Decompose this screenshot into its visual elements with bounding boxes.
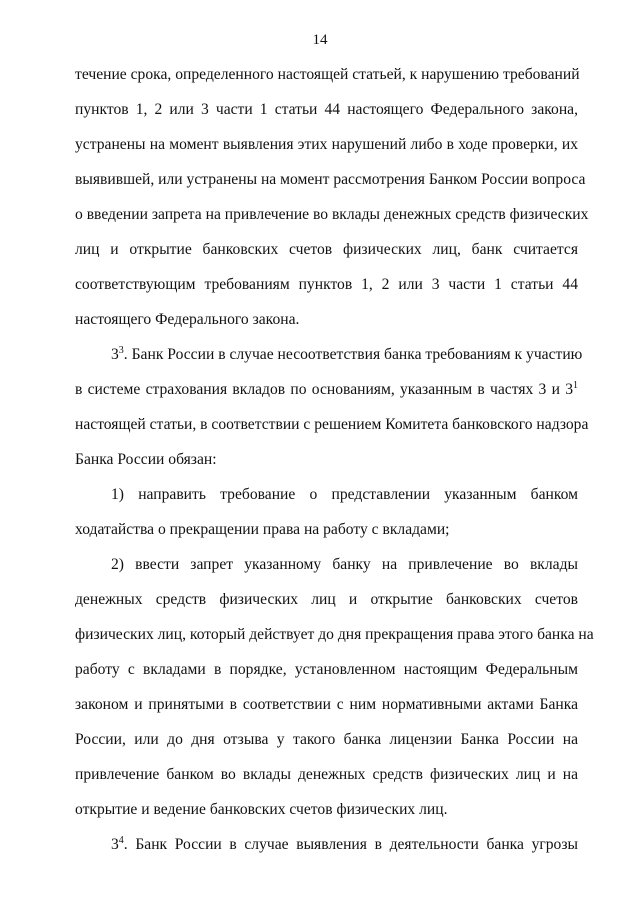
- superscript: 3: [118, 345, 124, 356]
- text-line: работу с вкладами в порядке, установленном настоящим Федеральным: [75, 661, 578, 678]
- text-line: настоящей статьи, в соответствии с решением Комитета банковского надзора: [75, 416, 589, 433]
- text-line: денежных средств физических лиц и открытие банковских счетов: [75, 591, 578, 608]
- text-line: лиц и открытие банковских счетов физических лиц, банк считается: [75, 241, 578, 258]
- text-line: открытие и ведение банковских счетов физических лиц.: [75, 801, 448, 818]
- list-item-line: 2) ввести запрет указанному банку на привлечение во вклады: [111, 556, 578, 573]
- text-line: о введении запрета на привлечение во вклады денежных средств физических: [75, 206, 589, 223]
- text-line: в системе страхования вкладов по основаниям, указанным в частях 3 и $3^1$: [75, 380, 578, 398]
- paragraph-start-line: $3^4$. Банк России в случае выявления в деятельности банка угрозы: [111, 835, 578, 853]
- text-line: течение срока, определенного настоящей статьей, к нарушению требований: [75, 66, 580, 83]
- page-number: 14: [312, 32, 328, 48]
- list-item-line: 1) направить требование о представлении указанным банком: [111, 486, 578, 503]
- text-line: привлечение банком во вклады денежных средств физических лиц и на: [75, 766, 578, 783]
- superscript: 4: [118, 835, 124, 846]
- text-line: ходатайства о прекращении права на работу с вкладами;: [75, 521, 450, 538]
- text-line: устранены на момент выявления этих нарушений либо в ходе проверки, их: [75, 136, 578, 153]
- text-line: пунктов 1, 2 или 3 части 1 статьи 44 настоящего Федерального закона,: [75, 101, 578, 118]
- text-line: соответствующим требованиям пунктов 1, 2 или 3 части 1 статьи 44: [75, 276, 578, 293]
- text-line: законом и принятыми в соответствии с ним нормативными актами Банка: [75, 696, 578, 713]
- text-line: выявившей, или устранены на момент рассмотрения Банком России вопроса: [75, 171, 586, 188]
- superscript: 1: [573, 380, 578, 391]
- text-line: Банка России обязан:: [75, 451, 217, 468]
- text-line: настоящего Федерального закона.: [75, 311, 300, 328]
- paragraph-start-line: $3^3$. Банк России в случае несоответствия банка требованиям к участию: [111, 345, 583, 363]
- text-line: физических лиц, который действует до дня прекращения права этого банка на: [75, 626, 594, 643]
- text-line: России, или до дня отзыва у такого банка лицензии Банка России на: [75, 731, 578, 748]
